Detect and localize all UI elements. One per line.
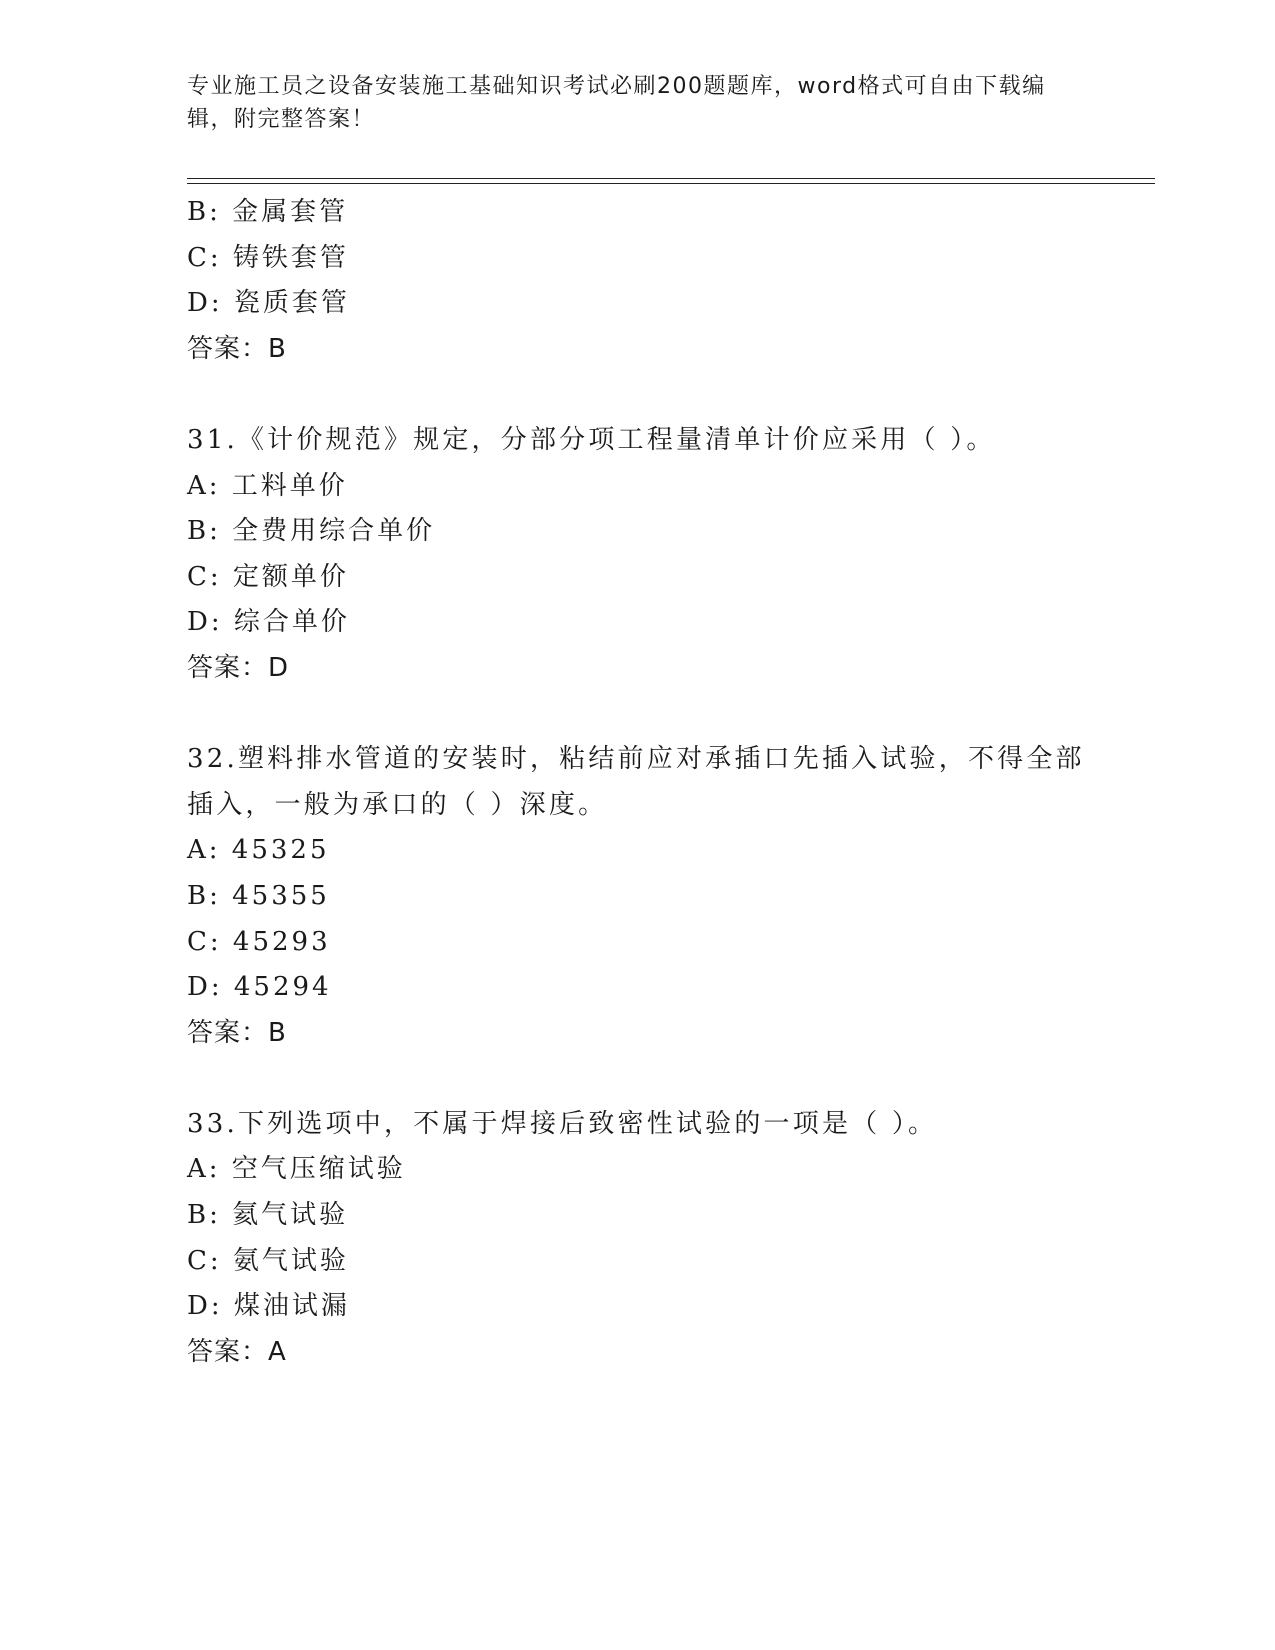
question-text: 32.塑料排水管道的安装时，粘结前应对承插口先插入试验，不得全部插入，一般为承口的（ ）深度。 xyxy=(187,744,1085,820)
continued-question xyxy=(187,190,1087,372)
header-divider-bottom xyxy=(187,183,1155,184)
answer-line: 答案：B xyxy=(187,333,287,364)
option-d: D: 瓷质套管 xyxy=(187,288,350,319)
option-a: A: 空气压缩试验 xyxy=(187,1154,406,1185)
document-header: 专业施工员之设备安装施工基础知识考试必刷200题题库，word格式可自由下载编辑，附完整答案！ xyxy=(187,74,1046,132)
question-31 xyxy=(187,418,1087,692)
option-d: D: 综合单价 xyxy=(187,607,350,638)
option-c: C: 定额单价 xyxy=(187,561,349,592)
option-c: C: 铸铁套管 xyxy=(187,242,349,273)
question-text: 33.下列选项中，不属于焊接后致密性试验的一项是（ ）。 xyxy=(187,1108,938,1139)
option-c: C: 45293 xyxy=(187,926,331,957)
option-b: B: 全费用综合单价 xyxy=(187,516,436,547)
question-text: 31.《计价规范》规定，分部分项工程量清单计价应采用（ ）。 xyxy=(187,424,996,455)
option-b: B: 金属套管 xyxy=(187,197,349,227)
option-d: D: 煤油试漏 xyxy=(187,1291,350,1322)
option-d: D: 45294 xyxy=(187,972,332,1003)
option-a: A: 工料单价 xyxy=(187,470,348,501)
option-a: A: 45325 xyxy=(187,835,330,866)
question-32 xyxy=(187,737,1087,1056)
answer-line: 答案：D xyxy=(187,652,290,683)
answer-line: 答案：B xyxy=(187,1017,287,1048)
answer-line: 答案：A xyxy=(187,1336,287,1367)
question-list xyxy=(187,190,1087,1421)
question-33 xyxy=(187,1102,1087,1376)
option-b: B: 氦气试验 xyxy=(187,1200,349,1231)
option-b: B: 45355 xyxy=(187,880,330,911)
option-c: C: 氨气试验 xyxy=(187,1245,349,1276)
header-divider-top xyxy=(187,178,1155,179)
